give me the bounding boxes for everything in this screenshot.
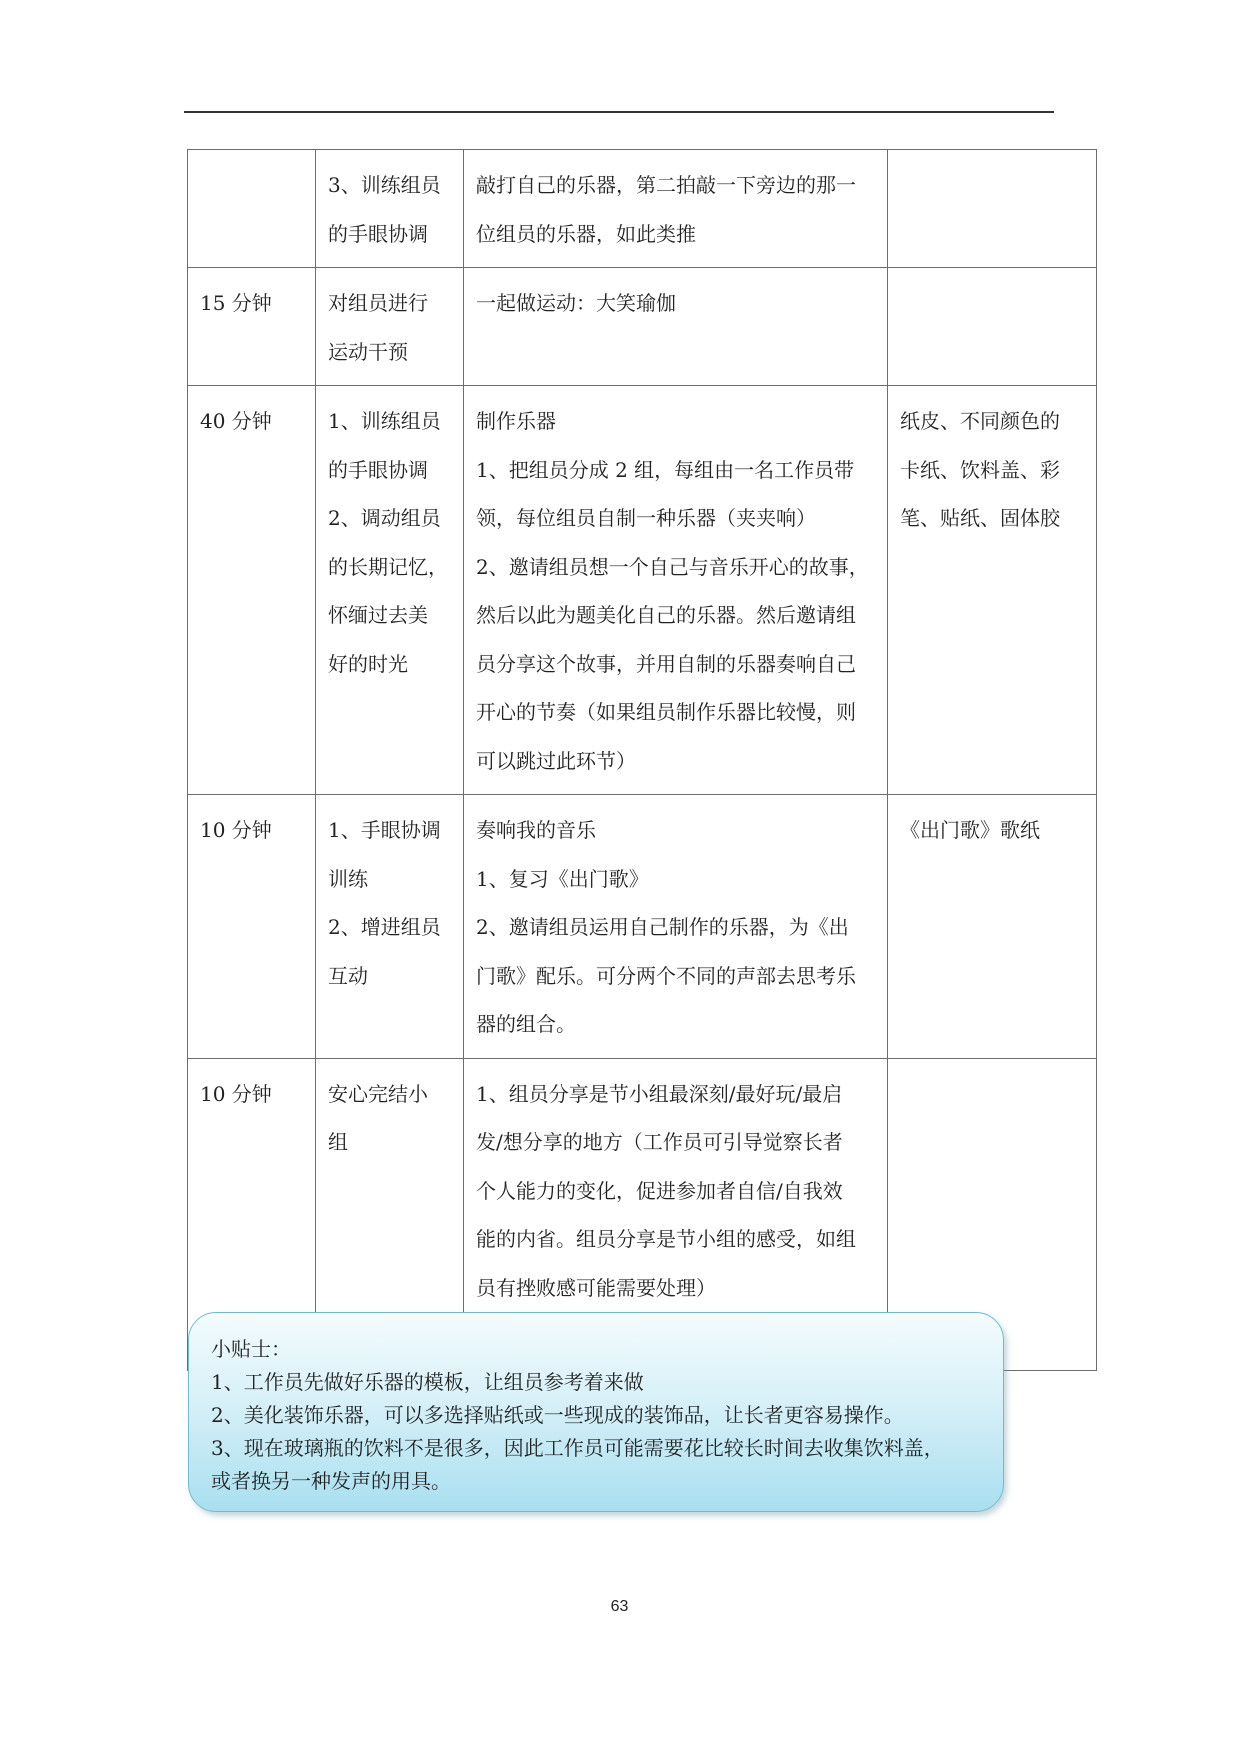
goal-cell	[316, 795, 464, 1059]
goal-line: 安心完结小	[328, 1081, 428, 1106]
goal-line: 运动干预	[328, 339, 408, 364]
content-line: 个人能力的变化，促进参加者自信/自我效	[476, 1178, 843, 1203]
goal-line: 1、手眼协调	[328, 818, 441, 842]
content-line: 可以跳过此环节）	[476, 748, 636, 773]
content-line: 门歌》配乐。可分两个不同的声部去思考乐	[476, 963, 856, 988]
page-number: 63	[610, 1598, 629, 1615]
goal-line: 组	[328, 1130, 348, 1154]
table-row	[188, 795, 1097, 1059]
goal-line: 好的时光	[328, 651, 408, 676]
content-line: 2、邀请组员想一个自己与音乐开心的故事，	[476, 554, 869, 579]
goal-line: 互动	[328, 963, 368, 988]
goal-cell	[316, 268, 464, 386]
goal-line: 训练	[328, 866, 368, 891]
materials-line: 《出门歌》歌纸	[900, 818, 1040, 842]
content-line: 敲打自己的乐器，第二拍敲一下旁边的那一	[476, 173, 856, 197]
materials-line: 卡纸、饮料盖、彩	[900, 457, 1060, 482]
content-line: 能的内省。组员分享是节小组的感受，如组	[476, 1227, 856, 1251]
materials-line: 笔、贴纸、固体胶	[900, 506, 1060, 530]
content-line: 员有挫败感可能需要处理）	[476, 1275, 716, 1300]
content-cell	[464, 795, 888, 1059]
time-text: 15 分钟	[200, 291, 272, 315]
time-cell	[188, 268, 316, 386]
goal-line: 2、调动组员	[328, 506, 441, 530]
goal-cell	[316, 150, 464, 268]
header-rule	[184, 111, 1054, 113]
tips-box	[188, 1312, 1004, 1512]
goal-line: 对组员进行	[328, 291, 428, 315]
content-line: 1、把组员分成 2 组，每组由一名工作员带	[476, 457, 855, 482]
time-cell	[188, 795, 316, 1059]
tips-title: 小贴士：	[211, 1337, 291, 1361]
materials-cell	[888, 150, 1097, 268]
materials-line: 纸皮、不同颜色的	[900, 409, 1060, 433]
tip-item: 或者换另一种发声的用具。	[211, 1469, 451, 1493]
content-line: 然后以此为题美化自己的乐器。然后邀请组	[476, 603, 856, 627]
materials-cell	[888, 386, 1097, 795]
content-line: 1、组员分享是节小组最深刻/最好玩/最启	[476, 1081, 843, 1106]
time-text: 40 分钟	[200, 409, 272, 433]
time-text: 10 分钟	[200, 818, 272, 842]
goal-line: 1、训练组员	[328, 409, 441, 433]
content-line: 奏响我的音乐	[476, 818, 596, 842]
activity-plan-body	[188, 150, 1097, 1371]
goal-line: 的手眼协调	[328, 457, 428, 482]
time-text: 10 分钟	[200, 1081, 272, 1106]
goal-line: 的手眼协调	[328, 221, 428, 246]
table-row	[188, 150, 1097, 268]
content-line: 器的组合。	[476, 1012, 576, 1036]
goal-cell	[316, 386, 464, 795]
tip-item: 3、现在玻璃瓶的饮料不是很多，因此工作员可能需要花比较长时间去收集饮料盖，	[211, 1436, 944, 1460]
goal-line: 怀缅过去美	[328, 603, 428, 627]
table-row	[188, 386, 1097, 795]
content-line: 1、复习《出门歌》	[476, 866, 649, 891]
time-cell	[188, 150, 316, 268]
tip-item: 2、美化装饰乐器，可以多选择贴纸或一些现成的装饰品，让长者更容易操作。	[211, 1403, 904, 1427]
table-row	[188, 268, 1097, 386]
content-line: 员分享这个故事，并用自制的乐器奏响自己	[476, 651, 856, 676]
goal-line: 2、增进组员	[328, 915, 441, 939]
materials-cell	[888, 795, 1097, 1059]
content-line: 位组员的乐器，如此类推	[476, 221, 696, 246]
activity-plan-table	[187, 149, 1097, 1371]
tip-item: 1、工作员先做好乐器的模板，让组员参考着来做	[211, 1370, 644, 1394]
content-line: 发/想分享的地方（工作员可引导觉察长者	[476, 1130, 843, 1154]
materials-cell	[888, 268, 1097, 386]
content-line: 制作乐器	[476, 409, 556, 433]
goal-line: 3、训练组员	[328, 173, 441, 197]
content-line: 2、邀请组员运用自己制作的乐器，为《出	[476, 915, 849, 939]
content-cell	[464, 386, 888, 795]
goal-line: 的长期记忆，	[328, 554, 448, 579]
content-cell	[464, 268, 888, 386]
content-line: 开心的节奏（如果组员制作乐器比较慢，则	[476, 700, 856, 724]
content-line: 一起做运动：大笑瑜伽	[476, 291, 676, 315]
time-cell	[188, 386, 316, 795]
content-cell	[464, 150, 888, 268]
content-line: 领，每位组员自制一种乐器（夹夹响）	[476, 506, 816, 530]
